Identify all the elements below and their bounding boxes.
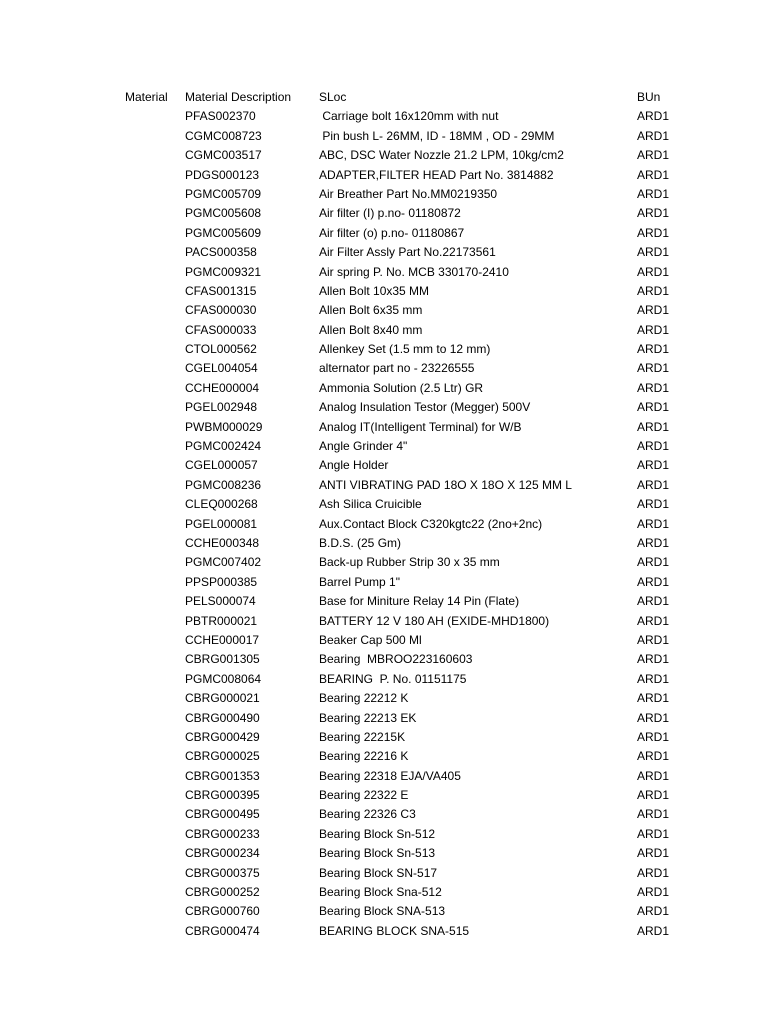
- table-row: [0, 534, 768, 553]
- base-unit: ARD1: [637, 342, 670, 357]
- base-unit: ARD1: [637, 206, 670, 221]
- base-unit: ARD1: [637, 671, 670, 686]
- table-row: [0, 224, 768, 243]
- material-code: PGMC008236: [185, 477, 262, 492]
- base-unit: ARD1: [637, 419, 670, 434]
- table-row: [0, 321, 768, 340]
- material-description: Pin bush L- 26MM, ID - 18MM , OD - 29MM: [319, 128, 555, 143]
- material-description: Aux.Contact Block C320kgtc22 (2no+2nc): [319, 516, 543, 531]
- table-row: [0, 902, 768, 921]
- base-unit: ARD1: [637, 885, 670, 900]
- material-description: BEARING BLOCK SNA-515: [319, 923, 470, 938]
- table-body: [0, 107, 768, 941]
- material-code: PWBM000029: [185, 419, 263, 434]
- base-unit: ARD1: [637, 594, 670, 609]
- table-row: [0, 146, 768, 165]
- material-code: PGMC007402: [185, 555, 262, 570]
- material-description: Allen Bolt 8x40 mm: [319, 322, 423, 337]
- base-unit: ARD1: [637, 477, 670, 492]
- material-description: Air Breather Part No.MM0219350: [319, 186, 498, 201]
- table-row: [0, 709, 768, 728]
- material-description: ADAPTER,FILTER HEAD Part No. 3814882: [319, 167, 554, 182]
- table-row: [0, 243, 768, 262]
- table-row: [0, 127, 768, 146]
- material-code: CBRG000429: [185, 729, 260, 744]
- base-unit: ARD1: [637, 768, 670, 783]
- material-code: CBRG000395: [185, 788, 260, 803]
- material-code: CBRG000025: [185, 749, 260, 764]
- material-description: Air filter (o) p.no- 01180867: [319, 225, 465, 240]
- base-unit: ARD1: [637, 710, 670, 725]
- table-row: [0, 185, 768, 204]
- material-sheet: [0, 88, 768, 941]
- material-code: PGEL000081: [185, 516, 258, 531]
- material-code: CBRG000490: [185, 710, 260, 725]
- base-unit: ARD1: [637, 264, 670, 279]
- material-description: Bearing 22318 EJA/VA405: [319, 768, 461, 783]
- table-row: [0, 340, 768, 359]
- material-code: CFAS001315: [185, 283, 257, 298]
- material-code: CBRG000233: [185, 826, 260, 841]
- table-row: [0, 263, 768, 282]
- table-row: [0, 359, 768, 378]
- material-code: CBRG000760: [185, 904, 260, 919]
- table-row: [0, 204, 768, 223]
- table-row: [0, 922, 768, 941]
- table-row: [0, 166, 768, 185]
- material-description: Bearing 22213 EK: [319, 710, 417, 725]
- base-unit: ARD1: [637, 186, 670, 201]
- material-code: PGMC005608: [185, 206, 262, 221]
- material-code: CGMC008723: [185, 128, 262, 143]
- table-row: [0, 670, 768, 689]
- header-sloc: SLoc: [319, 90, 347, 104]
- material-code: CCHE000004: [185, 380, 260, 395]
- base-unit: ARD1: [637, 749, 670, 764]
- material-code: PPSP000385: [185, 574, 258, 589]
- table-row: [0, 476, 768, 495]
- table-row: [0, 398, 768, 417]
- material-code: PGMC005709: [185, 186, 262, 201]
- material-description: Angle Grinder 4": [319, 439, 408, 454]
- material-description: Carriage bolt 16x120mm with nut: [319, 109, 499, 124]
- material-description: Bearing Block Sna-512: [319, 885, 442, 900]
- material-code: CCHE000348: [185, 535, 260, 550]
- table-row: [0, 612, 768, 631]
- base-unit: ARD1: [637, 439, 670, 454]
- material-description: Beaker Cap 500 Ml: [319, 632, 422, 647]
- header-material-description: Material Description: [185, 90, 292, 104]
- material-description: Bearing 22326 C3: [319, 807, 416, 822]
- base-unit: ARD1: [637, 729, 670, 744]
- table-row: [0, 301, 768, 320]
- header-bun: BUn: [637, 90, 661, 104]
- material-description: alternator part no - 23226555: [319, 361, 475, 376]
- material-code: CCHE000017: [185, 632, 260, 647]
- material-description: BATTERY 12 V 180 AH (EXIDE-MHD1800): [319, 613, 550, 628]
- material-code: CBRG000252: [185, 885, 260, 900]
- material-description: Bearing 22216 K: [319, 749, 409, 764]
- material-description: Angle Holder: [319, 458, 389, 473]
- material-description: Air filter (I) p.no- 01180872: [319, 206, 461, 221]
- material-description: ABC, DSC Water Nozzle 21.2 LPM, 10kg/cm2: [319, 148, 564, 163]
- header-material: Material: [125, 90, 168, 104]
- base-unit: ARD1: [637, 516, 670, 531]
- base-unit: ARD1: [637, 128, 670, 143]
- base-unit: ARD1: [637, 380, 670, 395]
- material-description: ANTI VIBRATING PAD 18O X 18O X 125 MM L: [319, 477, 572, 492]
- base-unit: ARD1: [637, 555, 670, 570]
- material-description: Bearing 22215K: [319, 729, 406, 744]
- material-description: Bearing Block Sn-513: [319, 846, 436, 861]
- table-row: [0, 456, 768, 475]
- material-code: CBRG000375: [185, 865, 260, 880]
- table-row: [0, 650, 768, 669]
- material-code: CBRG001353: [185, 768, 260, 783]
- material-description: Bearing Block SN-517: [319, 865, 438, 880]
- base-unit: ARD1: [637, 904, 670, 919]
- material-code: PGMC002424: [185, 439, 262, 454]
- material-description: Barrel Pump 1": [319, 574, 400, 589]
- material-code: CBRG000474: [185, 923, 260, 938]
- material-code: CGMC003517: [185, 148, 262, 163]
- base-unit: ARD1: [637, 245, 670, 260]
- base-unit: ARD1: [637, 322, 670, 337]
- material-description: Bearing Block SNA-513: [319, 904, 446, 919]
- base-unit: ARD1: [637, 497, 670, 512]
- material-description: Bearing 22212 K: [319, 691, 409, 706]
- material-description: Ammonia Solution (2.5 Ltr) GR: [319, 380, 484, 395]
- material-code: PGMC009321: [185, 264, 262, 279]
- base-unit: ARD1: [637, 652, 670, 667]
- material-code: CBRG000021: [185, 691, 260, 706]
- base-unit: ARD1: [637, 400, 670, 415]
- material-description: BEARING P. No. 01151175: [319, 671, 467, 686]
- material-code: CLEQ000268: [185, 497, 258, 512]
- material-code: CBRG000234: [185, 846, 260, 861]
- table-row: [0, 844, 768, 863]
- material-description: Analog Insulation Testor (Megger) 500V: [319, 400, 531, 415]
- table-row: [0, 573, 768, 592]
- material-code: CGEL000057: [185, 458, 258, 473]
- material-description: Allen Bolt 6x35 mm: [319, 303, 423, 318]
- base-unit: ARD1: [637, 632, 670, 647]
- material-description: Analog IT(Intelligent Terminal) for W/B: [319, 419, 522, 434]
- table-row: [0, 379, 768, 398]
- material-description: B.D.S. (25 Gm): [319, 535, 402, 550]
- table-row: [0, 553, 768, 572]
- material-description: Air Filter Assly Part No.22173561: [319, 245, 496, 260]
- material-code: CFAS000030: [185, 303, 257, 318]
- table-row: [0, 592, 768, 611]
- base-unit: ARD1: [637, 846, 670, 861]
- base-unit: ARD1: [637, 574, 670, 589]
- material-code: PACS000358: [185, 245, 257, 260]
- material-code: PFAS002370: [185, 109, 256, 124]
- base-unit: ARD1: [637, 788, 670, 803]
- material-description: Ash Silica Cruicible: [319, 497, 422, 512]
- table-row: [0, 825, 768, 844]
- base-unit: ARD1: [637, 225, 670, 240]
- base-unit: ARD1: [637, 109, 670, 124]
- material-code: PGEL002948: [185, 400, 258, 415]
- table-row: [0, 631, 768, 650]
- material-code: PGMC005609: [185, 225, 262, 240]
- table-row: [0, 883, 768, 902]
- table-row: [0, 437, 768, 456]
- material-description: Base for Miniture Relay 14 Pin (Flate): [319, 594, 520, 609]
- table-row: [0, 107, 768, 126]
- material-description: Bearing MBROO223160603: [319, 652, 473, 667]
- material-description: Allen Bolt 10x35 MM: [319, 283, 430, 298]
- material-description: Bearing 22322 E: [319, 788, 409, 803]
- material-code: PDGS000123: [185, 167, 260, 182]
- material-code: CTOL000562: [185, 342, 257, 357]
- table-row: [0, 805, 768, 824]
- base-unit: ARD1: [637, 535, 670, 550]
- table-row: [0, 786, 768, 805]
- table-row: [0, 515, 768, 534]
- material-description: Bearing Block Sn-512: [319, 826, 436, 841]
- base-unit: ARD1: [637, 458, 670, 473]
- base-unit: ARD1: [637, 923, 670, 938]
- material-code: CFAS000033: [185, 322, 257, 337]
- material-code: CBRG000495: [185, 807, 260, 822]
- base-unit: ARD1: [637, 148, 670, 163]
- table-row: [0, 728, 768, 747]
- table-row: [0, 689, 768, 708]
- base-unit: ARD1: [637, 807, 670, 822]
- material-description: Back-up Rubber Strip 30 x 35 mm: [319, 555, 500, 570]
- material-code: PELS000074: [185, 594, 256, 609]
- header-row: [0, 88, 768, 107]
- material-code: CBRG001305: [185, 652, 260, 667]
- table-row: [0, 495, 768, 514]
- material-code: CGEL004054: [185, 361, 258, 376]
- base-unit: ARD1: [637, 613, 670, 628]
- base-unit: ARD1: [637, 303, 670, 318]
- base-unit: ARD1: [637, 283, 670, 298]
- table-row: [0, 282, 768, 301]
- base-unit: ARD1: [637, 691, 670, 706]
- material-code: PBTR000021: [185, 613, 258, 628]
- table-row: [0, 767, 768, 786]
- material-description: Allenkey Set (1.5 mm to 12 mm): [319, 342, 491, 357]
- material-description: Air spring P. No. MCB 330170-2410: [319, 264, 509, 279]
- material-code: PGMC008064: [185, 671, 262, 686]
- base-unit: ARD1: [637, 167, 670, 182]
- table-row: [0, 747, 768, 766]
- table-row: [0, 418, 768, 437]
- base-unit: ARD1: [637, 361, 670, 376]
- base-unit: ARD1: [637, 826, 670, 841]
- table-row: [0, 864, 768, 883]
- base-unit: ARD1: [637, 865, 670, 880]
